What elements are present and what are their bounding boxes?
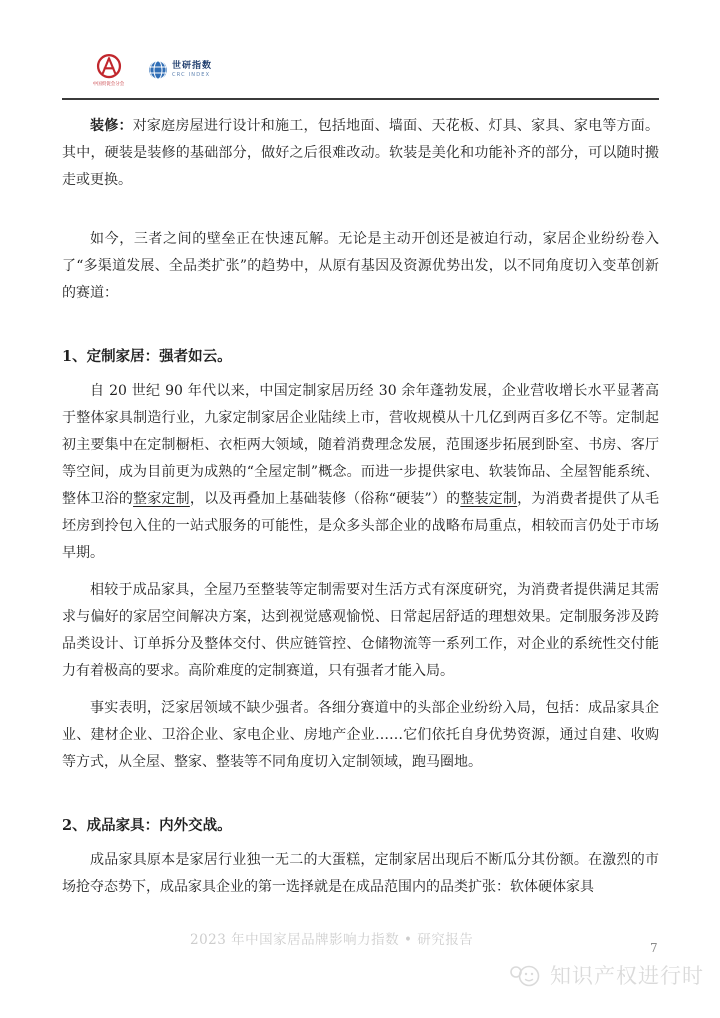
section1-paragraph1-a: 自 20 世纪 90 年代以来，中国定制家居历经 30 余年蓬勃发展，企业营收增长水平显著高于整体家具制造行业，九家定制家居企业陆续上市，营收规模从十几亿到两百多亿不等。定制起初主要集中在定制橱柜、衣柜两大领域，随着消费理念发展，范围逐步拓展到卧室、书房、客厅等空间，成为目前更为成熟的“全屋定制”概念。而进一步提供家电、软装饰品、全屋智能系统、整体卫浴的 [62,383,659,507]
header-divider [62,98,659,100]
paragraph-decoration-text: 对家庭房屋进行设计和施工，包括地面、墙面、天花板、灯具、家具、家电等方面。其中，硬装是装修的基础部分，做好之后很难改动。软装是美化和功能补齐的部分，可以随时搬走或更换。 [62,118,660,188]
footer-report-title: 2023 年中国家居品牌影响力指数 • 研究报告 [190,932,474,948]
section1-paragraph1-c: ，为消费者提供了从毛坯房到拎包入住的一站式服务的可能性，是众多头部企业的战略布局重点，相较而言仍处于市场早期。 [62,491,660,561]
section1-paragraph1-b: ，以及再叠加上基础装修（俗称“硬装”）的 [189,491,461,507]
paragraph-decoration [62,113,659,194]
right-logo-text [172,62,212,78]
section1-heading: 1、定制家居：强者如云。 [62,348,232,365]
left-logo [88,53,130,87]
section2-paragraph1: 成品家具原本是家居行业独一无二的大蛋糕，定制家居出现后不断瓜分其份额。在激烈的市场抢夺态势下，成品家具企业的第一选择就是在成品范围内的品类扩张：软体硬体家具 [62,852,659,895]
section1-paragraph1-underline1: 整家定制 [133,491,190,507]
content-column [62,0,659,901]
right-logo [148,60,212,80]
section1-paragraph3: 事实表明，泛家居领域不缺少强者。各细分赛道中的头部企业纷纷入局，包括：成品家具企业、建材企业、卫浴企业、家电企业、房地产企业……它们依托自身优势资源，通过自建、收购等方式，从全屋、整家、整装等不同角度切入定制领域，跑马圈地。 [62,700,659,770]
face-bubbles-icon [509,962,543,988]
red-emblem-icon [93,53,125,81]
watermark [509,960,704,990]
watermark-text: 知识产权进行时 [550,964,704,988]
page-number: 7 [650,941,658,955]
section1-paragraph1-underline2: 整装定制 [460,491,518,507]
left-logo-caption: 中国贸促会分会 [93,81,125,87]
paragraph-trend: 如今，三者之间的壁垒正在快速瓦解。无论是主动开创还是被迫行动，家居企业纷纷卷入了“多渠道发展、全品类扩张”的趋势中，从原有基因及资源优势出发，以不同角度切入变革创新的赛道： [62,231,659,301]
paragraph-lead-bold: 装修： [90,118,133,134]
right-logo-name: 世研指数 [172,61,213,71]
section1-paragraph2: 相较于成品家具，全屋乃至整装等定制需要对生活方式有深度研究，为消费者提供满足其需求与偏好的家居空间解决方案，达到视觉感观愉悦、日常起居舒适的理想效果。定制服务涉及跨品类设计、订单拆分及整体交付、供应链管控、仓储物流等一系列工作，对企业的系统性交付能力有着极高的要求。高阶难度的定制赛道，只有强者才能入局。 [62,582,659,679]
section1-paragraph1 [62,378,659,567]
globe-icon [148,60,168,80]
header-brandbar [62,0,659,98]
section2-heading: 2、成品家具：内外交战。 [62,817,232,834]
right-logo-subtitle: CRC INDEX [172,72,211,78]
